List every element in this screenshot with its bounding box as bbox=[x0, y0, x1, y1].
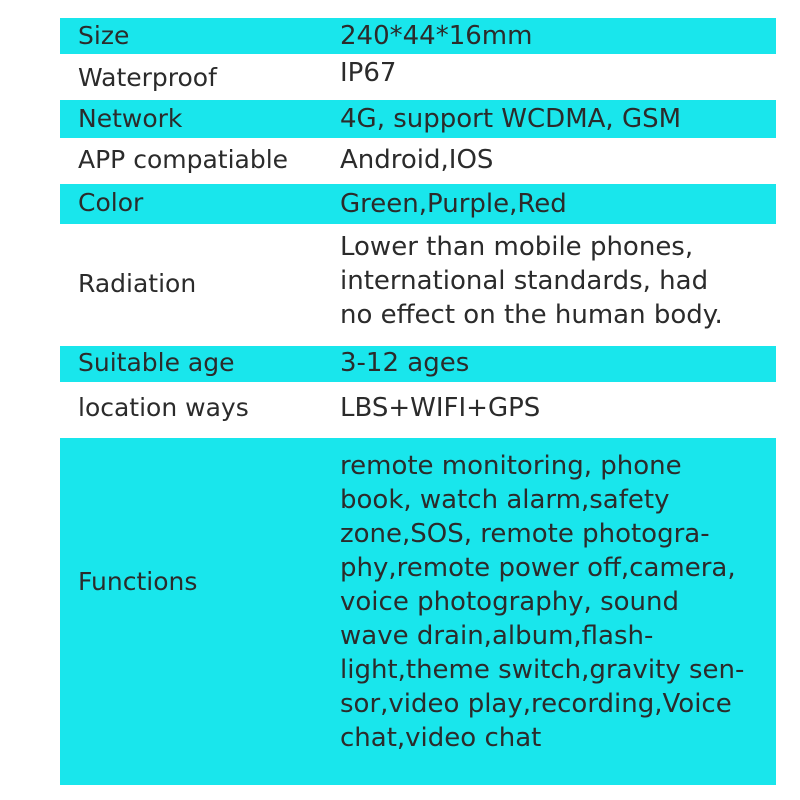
spec-label: Functions bbox=[78, 567, 198, 596]
spec-value-line: wave drain,album,flash- bbox=[340, 621, 654, 651]
spec-value-line: Lower than mobile phones, bbox=[340, 232, 694, 262]
spec-row-size bbox=[60, 18, 776, 54]
spec-label: Size bbox=[78, 21, 130, 50]
spec-value bbox=[340, 449, 760, 755]
spec-value: 3-12 ages bbox=[340, 348, 470, 378]
spec-row-suitable-age bbox=[60, 346, 776, 382]
spec-row-app-compatible bbox=[60, 140, 776, 182]
spec-value-line: remote monitoring, phone bbox=[340, 451, 682, 481]
spec-row-location-ways bbox=[60, 384, 776, 436]
spec-value-line: sor,video play,recording,Voice bbox=[340, 689, 732, 719]
spec-label: Radiation bbox=[78, 269, 197, 298]
spec-value-line: zone,SOS, remote photogra- bbox=[340, 519, 710, 549]
spec-value-line: voice photography, sound bbox=[340, 587, 680, 617]
spec-value-line: book, watch alarm,safety bbox=[340, 485, 670, 515]
spec-row-color bbox=[60, 184, 776, 224]
spec-value bbox=[340, 230, 760, 332]
spec-label: Waterproof bbox=[78, 63, 217, 92]
spec-value-line: international standards, had bbox=[340, 266, 709, 296]
spec-row-radiation bbox=[60, 226, 776, 344]
spec-row-waterproof bbox=[60, 56, 776, 98]
spec-row-functions bbox=[60, 438, 776, 785]
spec-value: Green,Purple,Red bbox=[340, 189, 567, 219]
spec-label: location ways bbox=[78, 393, 249, 422]
spec-value-line: no effect on the human body. bbox=[340, 300, 723, 330]
spec-label: APP compatiable bbox=[78, 145, 289, 174]
spec-value: Android,IOS bbox=[340, 145, 494, 175]
spec-value: IP67 bbox=[340, 58, 397, 88]
spec-value-line: phy,remote power off,camera, bbox=[340, 553, 736, 583]
spec-label: Network bbox=[78, 104, 183, 133]
spec-value-line: light,theme switch,gravity sen- bbox=[340, 655, 745, 685]
spec-value: LBS+WIFI+GPS bbox=[340, 393, 541, 423]
spec-row-network bbox=[60, 100, 776, 138]
spec-value: 240*44*16mm bbox=[340, 21, 533, 51]
spec-label: Suitable age bbox=[78, 348, 235, 377]
spec-value: 4G, support WCDMA, GSM bbox=[340, 104, 682, 134]
spec-value-line: chat,video chat bbox=[340, 723, 542, 753]
spec-label: Color bbox=[78, 188, 144, 217]
